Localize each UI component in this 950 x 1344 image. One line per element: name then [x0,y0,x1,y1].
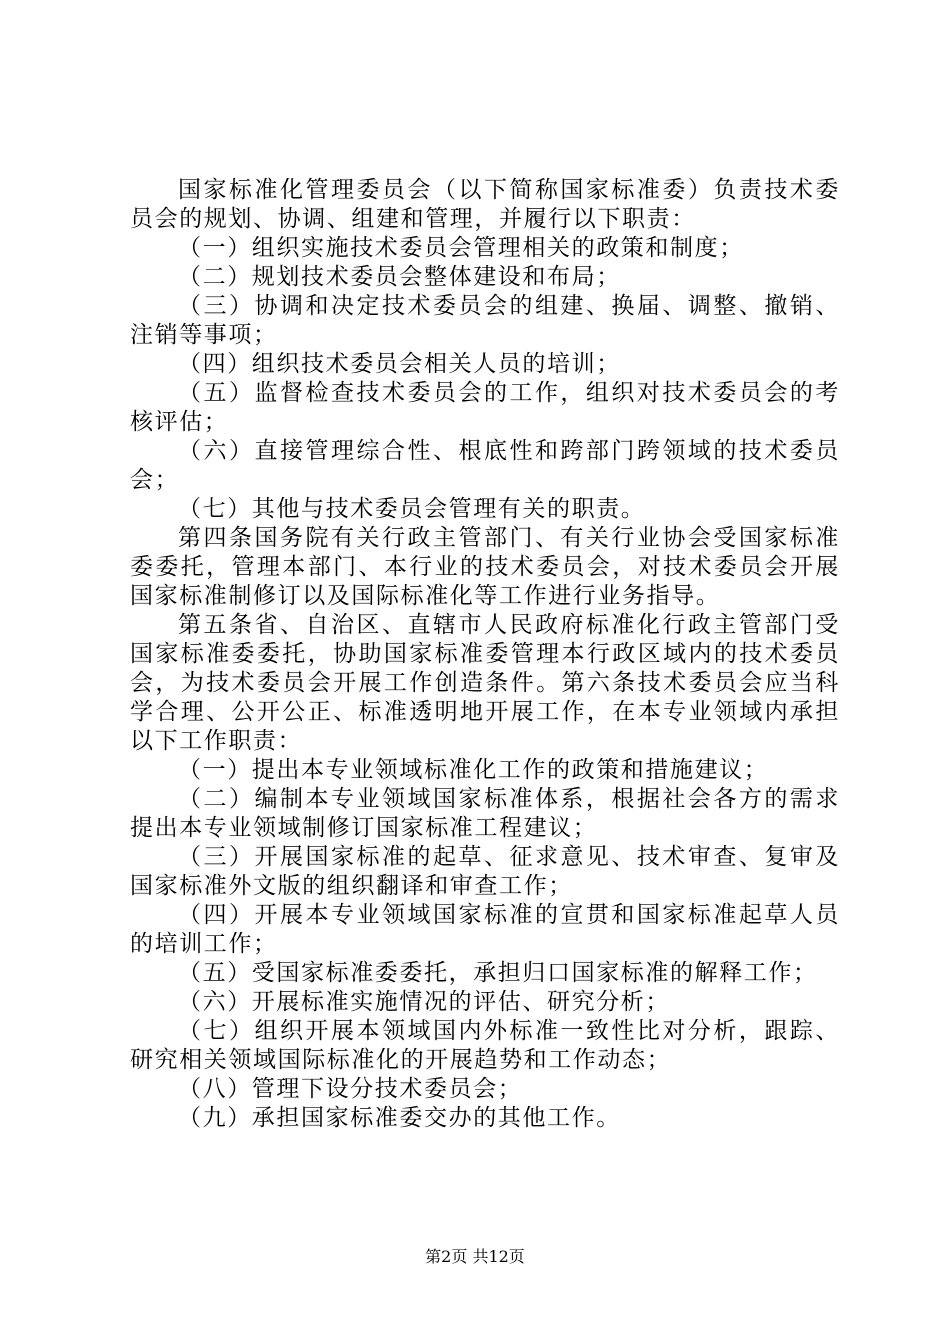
paragraph: 第五条省、自治区、直辖市人民政府标准化行政主管部门受国家标准委委托，协助国家标准委管理本行政区域内的技术委员会，为技术委员会开展工作创造条件。第六条技术委员会应当科学合理、公开公正、标准透明地开展工作，在本专业领域内承担以下工作职责： [130,612,840,754]
paragraph: （一）提出本专业领域标准化工作的政策和措施建议； [178,757,769,783]
paragraph: （六）直接管理综合性、根底性和跨部门跨领域的技术委员会； [130,438,840,493]
paragraph: （九）承担国家标准委交办的其他工作。 [178,1105,621,1131]
paragraph: （六）开展标准实施情况的评估、研究分析； [178,989,670,1015]
paragraph: （一）组织实施技术委员会管理相关的政策和制度； [178,235,744,261]
paragraph: （七）组织开展本领域国内外标准一致性比对分析，跟踪、研究相关领域国际标准化的开展趋势和工作动态； [130,1018,840,1073]
paragraph: （四）组织技术委员会相关人员的培训； [178,351,621,377]
paragraph: （五）受国家标准委委托，承担归口国家标准的解释工作； [178,960,818,986]
paragraph: （三）开展国家标准的起草、征求意见、技术审查、复审及国家标准外文版的组织翻译和审查工作； [130,844,840,899]
page-footer: 第2页 共12页 [425,1247,525,1266]
paragraph: （四）开展本专业领域国家标准的宣贯和国家标准起草人员的培训工作； [130,902,840,957]
paragraph: （三）协调和决定技术委员会的组建、换届、调整、撤销、注销等事项； [130,293,840,348]
document-body [130,176,840,1133]
paragraph: 国家标准化管理委员会（以下简称国家标准委）负责技术委员会的规划、协调、组建和管理，并履行以下职责： [130,177,840,232]
paragraph: （八）管理下设分技术委员会； [178,1076,523,1102]
paragraph: 第四条国务院有关行政主管部门、有关行业协会受国家标准委委托，管理本部门、本行业的技术委员会，对技术委员会开展国家标准制修订以及国际标准化等工作进行业务指导。 [130,525,840,609]
paragraph: （二）编制本专业领域国家标准体系，根据社会各方的需求提出本专业领域制修订国家标准工程建议； [130,786,840,841]
paragraph: （二）规划技术委员会整体建设和布局； [178,264,621,290]
paragraph: （七）其他与技术委员会管理有关的职责。 [178,496,646,522]
paragraph: （五）监督检查技术委员会的工作，组织对技术委员会的考核评估； [130,380,840,435]
